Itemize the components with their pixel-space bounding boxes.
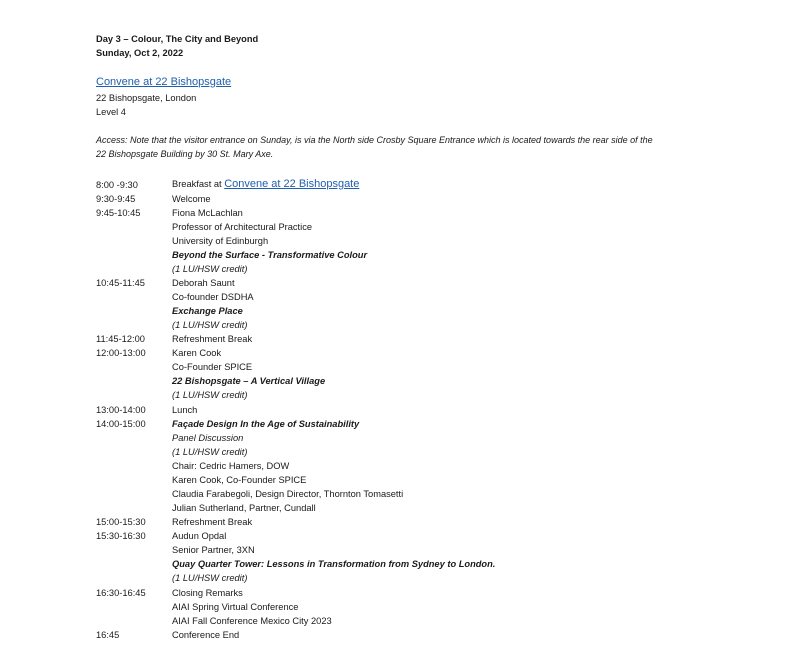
access-note-line-1: Access: Note that the visitor entrance on Sunday, is via the North side Crosby Square Entrance which is located towards the rear side of the	[96, 135, 653, 145]
time-slot: 15:30-16:30	[96, 531, 146, 541]
speaker-role: Co-founder DSDHA	[172, 292, 254, 302]
breakfast-venue-link[interactable]: Convene at 22 Bishopsgate	[224, 178, 360, 190]
speaker-name: Deborah Saunt	[172, 278, 235, 288]
credit-note: (1 LU/HSW credit)	[172, 447, 248, 457]
speaker-name: Fiona McLachlan	[172, 208, 243, 218]
time-slot: 16:30-16:45	[96, 588, 146, 598]
talk-title: Façade Design In the Age of Sustainability	[172, 419, 360, 429]
speaker-role: Senior Partner, 3XN	[172, 545, 255, 555]
panel-member: Karen Cook, Co-Founder SPICE	[172, 475, 307, 485]
speaker-org: University of Edinburgh	[172, 236, 269, 246]
venue-level: Level 4	[96, 107, 126, 117]
time-slot: 14:00-15:00	[96, 419, 146, 429]
time-slot: 16:45	[96, 630, 120, 640]
venue-link-line	[96, 75, 231, 89]
credit-note: (1 LU/HSW credit)	[172, 264, 248, 274]
agenda-item: AIAI Spring Virtual Conference	[172, 602, 299, 612]
speaker-role: Co-Founder SPICE	[172, 362, 253, 372]
talk-title: Beyond the Surface - Transformative Colour	[172, 250, 368, 260]
venue-address: 22 Bishopsgate, London	[96, 93, 197, 103]
agenda-item: AIAI Fall Conference Mexico City 2023	[172, 616, 332, 626]
agenda-item: Welcome	[172, 194, 211, 204]
breakfast-label: Breakfast at	[172, 179, 225, 189]
day-title: Day 3 – Colour, The City and Beyond	[96, 34, 259, 44]
agenda-item: Refreshment Break	[172, 517, 253, 527]
time-slot: 9:30-9:45	[96, 194, 136, 204]
time-slot: 10:45-11:45	[96, 278, 145, 288]
day-date: Sunday, Oct 2, 2022	[96, 48, 184, 58]
time-slot: 13:00-14:00	[96, 405, 146, 415]
agenda-item: Conference End	[172, 630, 240, 640]
panel-member: Julian Sutherland, Partner, Cundall	[172, 503, 316, 513]
venue-link[interactable]: Convene at 22 Bishopsgate	[96, 76, 232, 88]
time-slot: 11:45-12:00	[96, 334, 145, 344]
panel-member: Claudia Farabegoli, Design Director, Thornton Tomasetti	[172, 489, 404, 499]
credit-note: (1 LU/HSW credit)	[172, 573, 248, 583]
time-slot: 9:45-10:45	[96, 208, 141, 218]
agenda-item: Refreshment Break	[172, 334, 253, 344]
talk-title: Exchange Place	[172, 306, 243, 316]
access-note-line-2: 22 Bishopsgate Building by 30 St. Mary Axe.	[96, 149, 274, 159]
panel-member: Chair: Cedric Hamers, DOW	[172, 461, 290, 471]
talk-title: Quay Quarter Tower: Lessons in Transformation from Sydney to London.	[172, 559, 496, 569]
session-format: Panel Discussion	[172, 433, 244, 443]
agenda-item: Lunch	[172, 405, 198, 415]
credit-note: (1 LU/HSW credit)	[172, 390, 248, 400]
agenda-item: Closing Remarks	[172, 588, 243, 598]
talk-title: 22 Bishopsgate – A Vertical Village	[172, 376, 326, 386]
time-slot: 15:00-15:30	[96, 517, 146, 527]
time-slot: 8:00 -9:30	[96, 180, 138, 190]
time-slot: 12:00-13:00	[96, 348, 146, 358]
speaker-name: Karen Cook	[172, 348, 222, 358]
speaker-name: Audun Opdal	[172, 531, 227, 541]
speaker-role: Professor of Architectural Practice	[172, 222, 313, 232]
agenda-breakfast	[172, 177, 359, 191]
credit-note: (1 LU/HSW credit)	[172, 320, 248, 330]
